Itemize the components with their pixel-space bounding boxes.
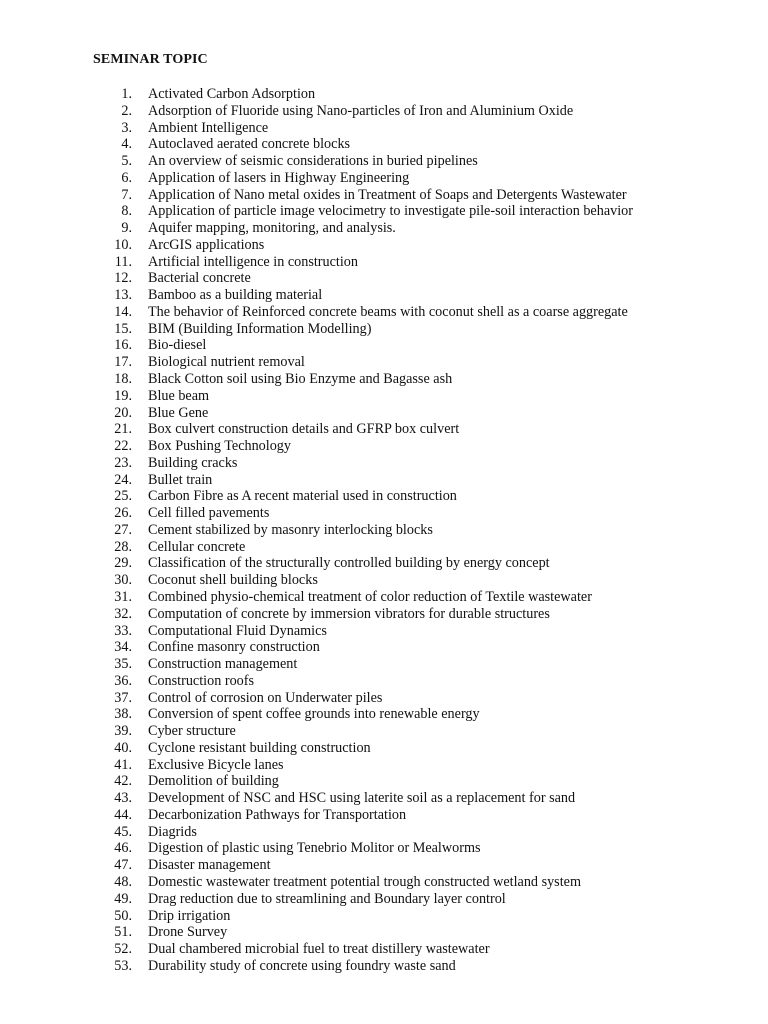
- list-item-text: Drip irrigation: [148, 907, 231, 924]
- list-item-text: Disaster management: [148, 857, 271, 874]
- list-item-text: Computational Fluid Dynamics: [148, 622, 327, 639]
- list-item-text: Coconut shell building blocks: [148, 572, 318, 589]
- list-item-text: Cement stabilized by masonry interlocking blocks: [148, 521, 433, 538]
- list-item: [0, 522, 768, 539]
- list-item: [0, 153, 768, 170]
- list-item-number: 40.: [114, 739, 132, 756]
- list-item-text: Artificial intelligence in construction: [148, 253, 358, 270]
- list-item-number: 21.: [114, 421, 132, 438]
- list-item-number: 49.: [114, 890, 132, 907]
- list-item-number: 51.: [114, 924, 132, 941]
- list-item: [0, 857, 768, 874]
- list-item-number: 24.: [114, 471, 132, 488]
- list-item: [0, 405, 768, 422]
- topic-list: [0, 86, 768, 975]
- list-item: [0, 220, 768, 237]
- list-item-number: 11.: [114, 253, 132, 270]
- list-item-text: Cell filled pavements: [148, 505, 270, 522]
- list-item: [0, 740, 768, 757]
- list-item-text: Application of lasers in Highway Engineering: [148, 169, 410, 186]
- list-item: [0, 874, 768, 891]
- list-item: [0, 321, 768, 338]
- list-item: [0, 555, 768, 572]
- list-item-text: Construction management: [148, 656, 298, 673]
- list-item: [0, 86, 768, 103]
- list-item: [0, 187, 768, 204]
- list-item-text: Box culvert construction details and GFRP box culvert: [148, 421, 460, 438]
- list-item-number: 37.: [114, 689, 132, 706]
- list-item-number: 35.: [114, 656, 132, 673]
- list-item: [0, 505, 768, 522]
- list-item-number: 23.: [114, 454, 132, 471]
- list-item-text: Cellular concrete: [148, 538, 246, 555]
- list-item-number: 52.: [114, 941, 132, 958]
- list-item-text: Bamboo as a building material: [148, 287, 323, 304]
- list-item: [0, 254, 768, 271]
- list-item-number: 9.: [121, 220, 132, 237]
- list-item: [0, 941, 768, 958]
- list-item: [0, 455, 768, 472]
- list-item-text: Development of NSC and HSC using laterite soil as a replacement for sand: [148, 790, 576, 807]
- list-item: [0, 723, 768, 740]
- list-item: [0, 690, 768, 707]
- list-item-text: Demolition of building: [148, 773, 279, 790]
- list-item-number: 13.: [114, 287, 132, 304]
- list-item: [0, 103, 768, 120]
- list-item-text: Cyber structure: [148, 723, 236, 740]
- list-item: [0, 438, 768, 455]
- list-item-number: 34.: [114, 639, 132, 656]
- list-item-text: Diagrids: [148, 823, 197, 840]
- list-item-text: An overview of seismic considerations in buried pipelines: [148, 153, 478, 170]
- list-item: [0, 337, 768, 354]
- list-item-number: 18.: [114, 371, 132, 388]
- list-item-number: 50.: [114, 907, 132, 924]
- list-item-text: The behavior of Reinforced concrete beams with coconut shell as a coarse aggregate: [148, 303, 628, 320]
- list-item-number: 5.: [121, 153, 132, 170]
- list-item-text: Autoclaved aerated concrete blocks: [148, 136, 351, 153]
- list-item-number: 4.: [121, 136, 132, 153]
- list-item: [0, 203, 768, 220]
- list-item-text: Computation of concrete by immersion vibrators for durable structures: [148, 605, 550, 622]
- list-item-number: 6.: [121, 169, 132, 186]
- list-item: [0, 908, 768, 925]
- list-item-number: 22.: [114, 438, 132, 455]
- list-item: [0, 958, 768, 975]
- list-item-text: Ambient Intelligence: [148, 119, 269, 136]
- list-item: [0, 354, 768, 371]
- list-item: [0, 287, 768, 304]
- list-item: [0, 539, 768, 556]
- list-item-text: Application of Nano metal oxides in Treatment of Soaps and Detergents Wastewater: [148, 186, 627, 203]
- list-item-number: 36.: [114, 672, 132, 689]
- list-item: [0, 237, 768, 254]
- list-item-text: Construction roofs: [148, 672, 255, 689]
- list-item-text: Classification of the structurally controlled building by energy concept: [148, 555, 550, 572]
- list-item-number: 46.: [114, 840, 132, 857]
- list-item: [0, 757, 768, 774]
- list-item-number: 27.: [114, 521, 132, 538]
- list-item-text: Drone Survey: [148, 924, 228, 941]
- list-item-text: Combined physio-chemical treatment of color reduction of Textile wastewater: [148, 588, 592, 605]
- list-item-number: 17.: [114, 354, 132, 371]
- list-item-number: 31.: [114, 588, 132, 605]
- list-item: [0, 388, 768, 405]
- list-item-text: Conversion of spent coffee grounds into renewable energy: [148, 706, 480, 723]
- list-item-text: Durability study of concrete using foundry waste sand: [148, 957, 456, 974]
- list-item-number: 48.: [114, 873, 132, 890]
- list-item-text: Digestion of plastic using Tenebrio Molitor or Mealworms: [148, 840, 481, 857]
- list-item-text: Black Cotton soil using Bio Enzyme and Bagasse ash: [148, 371, 453, 388]
- list-item-number: 20.: [114, 404, 132, 421]
- list-item-text: Exclusive Bicycle lanes: [148, 756, 284, 773]
- list-item-number: 1.: [121, 86, 132, 102]
- list-item: [0, 589, 768, 606]
- page-title: SEMINAR TOPIC: [93, 52, 208, 67]
- list-item-number: 41.: [114, 756, 132, 773]
- list-item-number: 29.: [114, 555, 132, 572]
- list-item-text: Blue beam: [148, 387, 210, 404]
- list-item-text: Carbon Fibre as A recent material used in construction: [148, 488, 457, 505]
- list-item: [0, 924, 768, 941]
- list-item: [0, 891, 768, 908]
- list-item: [0, 673, 768, 690]
- list-item-number: 26.: [114, 505, 132, 522]
- list-item-text: Activated Carbon Adsorption: [148, 86, 316, 102]
- list-item-number: 3.: [121, 119, 132, 136]
- list-item-text: Bullet train: [148, 471, 213, 488]
- list-item: [0, 639, 768, 656]
- list-item: [0, 623, 768, 640]
- list-item-text: Decarbonization Pathways for Transportation: [148, 806, 407, 823]
- list-item-number: 43.: [114, 790, 132, 807]
- list-item-number: 30.: [114, 572, 132, 589]
- list-item: [0, 572, 768, 589]
- list-item-text: Application of particle image velocimetry to investigate pile-soil interaction behavior: [148, 203, 633, 220]
- list-item-text: Drag reduction due to streamlining and Boundary layer control: [148, 890, 506, 907]
- list-item-number: 19.: [114, 387, 132, 404]
- list-item-number: 45.: [114, 823, 132, 840]
- list-item-text: Biological nutrient removal: [148, 354, 305, 371]
- list-item-number: 10.: [114, 236, 132, 253]
- list-item-text: ArcGIS applications: [148, 236, 265, 253]
- list-item: [0, 304, 768, 321]
- list-item-text: Control of corrosion on Underwater piles: [148, 689, 383, 706]
- list-item-number: 47.: [114, 857, 132, 874]
- list-item: [0, 270, 768, 287]
- list-item-text: Box Pushing Technology: [148, 438, 291, 455]
- list-item-text: Bio-diesel: [148, 337, 207, 354]
- list-item-number: 38.: [114, 706, 132, 723]
- list-item: [0, 421, 768, 438]
- list-item-number: 44.: [114, 806, 132, 823]
- list-item-text: Domestic wastewater treatment potential trough constructed wetland system: [148, 873, 581, 890]
- list-item: [0, 656, 768, 673]
- list-item-number: 7.: [121, 186, 132, 203]
- list-item: [0, 807, 768, 824]
- list-item: [0, 472, 768, 489]
- list-item: [0, 136, 768, 153]
- list-item-text: Dual chambered microbial fuel to treat distillery wastewater: [148, 941, 490, 958]
- list-item-text: Aquifer mapping, monitoring, and analysis.: [148, 220, 396, 237]
- list-item-number: 33.: [114, 622, 132, 639]
- list-item-number: 15.: [114, 320, 132, 337]
- list-item-number: 14.: [114, 303, 132, 320]
- list-item-text: Adsorption of Fluoride using Nano-particles of Iron and Aluminium Oxide: [148, 102, 574, 119]
- list-item-number: 25.: [114, 488, 132, 505]
- list-item-number: 12.: [114, 270, 132, 287]
- list-item: [0, 170, 768, 187]
- list-item-number: 32.: [114, 605, 132, 622]
- list-item-text: Bacterial concrete: [148, 270, 251, 287]
- list-item-text: Cyclone resistant building construction: [148, 739, 371, 756]
- list-item-number: 39.: [114, 723, 132, 740]
- list-item: [0, 790, 768, 807]
- list-item: [0, 488, 768, 505]
- list-item-number: 16.: [114, 337, 132, 354]
- list-item: [0, 706, 768, 723]
- list-item-number: 42.: [114, 773, 132, 790]
- list-item: [0, 840, 768, 857]
- list-item-number: 8.: [121, 203, 132, 220]
- list-item-text: Blue Gene: [148, 404, 209, 421]
- list-item: [0, 773, 768, 790]
- list-item: [0, 120, 768, 137]
- list-item: [0, 606, 768, 623]
- list-item-number: 53.: [114, 957, 132, 974]
- list-item-text: BIM (Building Information Modelling): [148, 320, 372, 337]
- list-item-number: 28.: [114, 538, 132, 555]
- list-item-text: Building cracks: [148, 454, 238, 471]
- list-item: [0, 824, 768, 841]
- list-item-text: Confine masonry construction: [148, 639, 320, 656]
- list-item: [0, 371, 768, 388]
- list-item-number: 2.: [121, 102, 132, 119]
